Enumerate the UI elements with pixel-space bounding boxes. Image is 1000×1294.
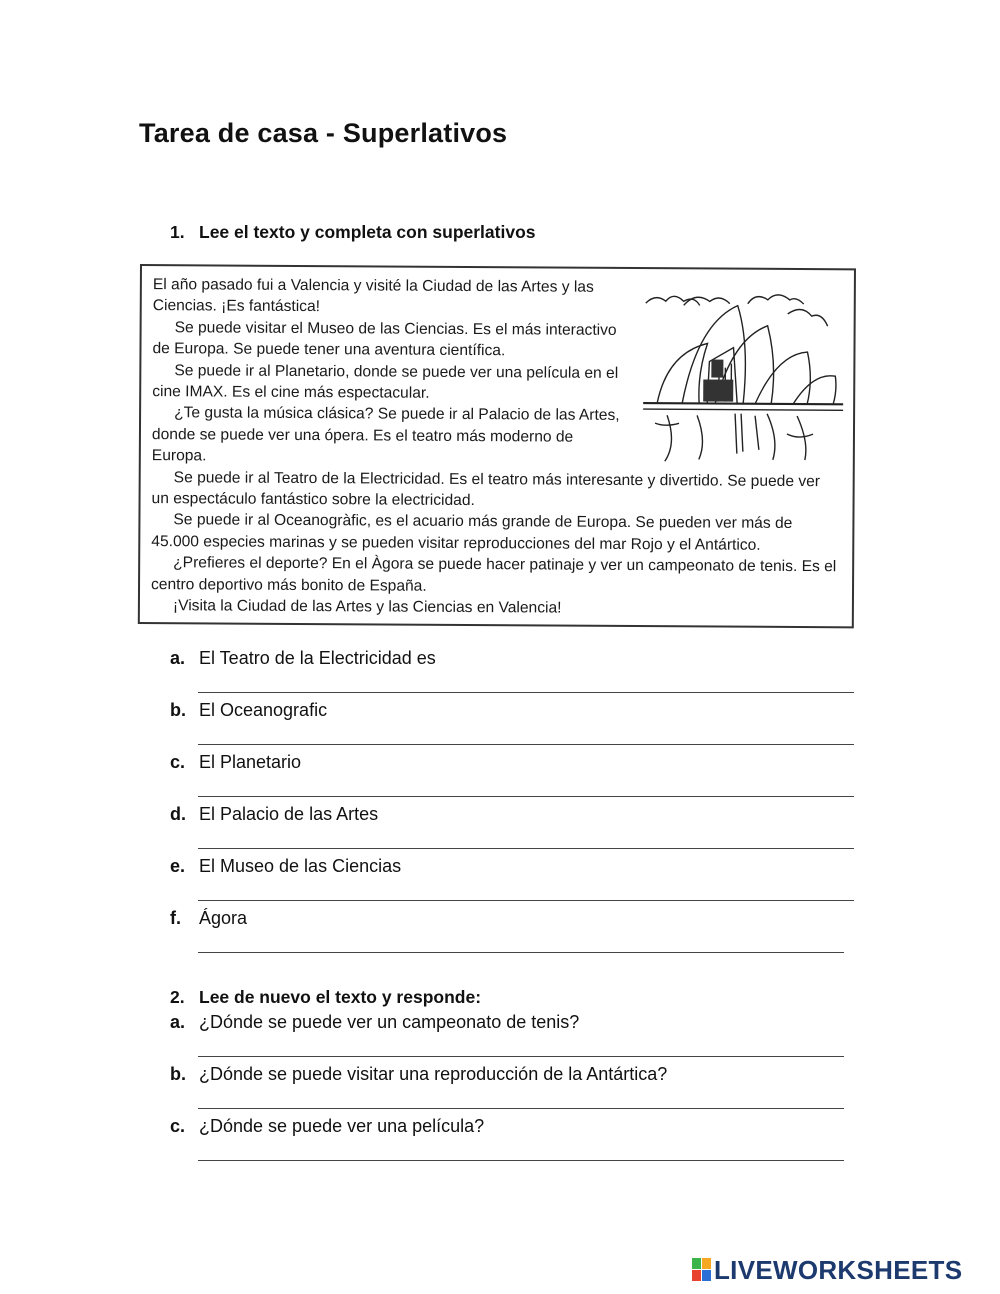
text-paragraph: ¡Visita la Ciudad de las Artes y las Ciencias en Valencia! <box>172 597 562 617</box>
item-letter: d. <box>170 804 186 824</box>
item-text: El Oceanografic <box>199 700 328 720</box>
answer-line[interactable] <box>198 952 844 953</box>
item-letter: c. <box>170 1116 186 1136</box>
answer-line[interactable] <box>198 744 854 745</box>
answer-line[interactable] <box>198 796 854 797</box>
answer-line[interactable] <box>198 900 854 901</box>
item-letter: c. <box>170 752 186 772</box>
item-text: ¿Dónde se puede visitar una reproducción de la Antártica? <box>199 1064 668 1084</box>
item-letter: f. <box>170 908 181 928</box>
answer-line[interactable] <box>198 1056 844 1057</box>
exercise-item-a <box>170 648 436 669</box>
item-letter: a. <box>170 1012 186 1032</box>
exercise-item-f <box>170 908 247 929</box>
question-text: Lee el texto y completa con superlativos <box>199 222 536 242</box>
exercise-item-b <box>170 700 327 721</box>
item-letter: b. <box>170 1064 186 1084</box>
item-text: ¿Dónde se puede ver una película? <box>199 1116 485 1136</box>
item-letter: e. <box>170 856 186 876</box>
question-number: 2. <box>170 987 185 1007</box>
liveworksheets-logo-icon <box>692 1258 712 1282</box>
item-text: Ágora <box>199 908 248 928</box>
exercise-item-c <box>170 752 301 773</box>
logo-text: LIVEWORKSHEETS <box>714 1254 963 1285</box>
question-item-b <box>170 1064 667 1085</box>
text-paragraph: Se puede visitar el Museo de las Ciencias. Es el más interactivo de Europa. Se puede tener una aventura científica. <box>152 319 617 360</box>
reading-text-box <box>138 264 856 628</box>
question-text: Lee de nuevo el texto y responde: <box>199 987 482 1007</box>
text-paragraph: El año pasado fui a Valencia y visité la Ciudad de las Artes y las Ciencias. ¡Es fantástica! <box>152 276 594 316</box>
text-paragraph: Se puede ir al Oceanogràfic, es el acuario más grande de Europa. Se pueden ver más de 45.000 especies marinas y se pueden visitar reproducciones del mar Rojo y el Antártico. <box>151 511 793 554</box>
question-item-c <box>170 1116 484 1137</box>
opera-house-illustration <box>637 283 850 464</box>
item-letter: b. <box>170 700 186 720</box>
question-number: 1. <box>170 222 185 242</box>
page-title: Tarea de casa - Superlativos <box>139 118 508 148</box>
text-paragraph: ¿Prefieres el deporte? En el Àgora se puede hacer patinaje y ver un campeonato de tenis. Es el centro deportivo más bonito de España. <box>150 554 837 595</box>
question-item-a <box>170 1012 579 1033</box>
item-text: El Teatro de la Electricidad es <box>199 648 436 668</box>
exercise-item-d <box>170 804 378 825</box>
answer-line[interactable] <box>198 1160 844 1161</box>
text-paragraph: Se puede ir al Teatro de la Electricidad. Es el teatro más interesante y divertido. Se puede ver un espectáculo fantástico sobre la electricidad. <box>151 468 821 510</box>
question-1-heading <box>170 222 536 243</box>
answer-line[interactable] <box>198 1108 844 1109</box>
question-2-heading <box>170 987 481 1008</box>
answer-line[interactable] <box>198 692 854 693</box>
answer-line[interactable] <box>198 848 854 849</box>
item-text: El Palacio de las Artes <box>199 804 379 824</box>
item-text: El Museo de las Ciencias <box>199 856 402 876</box>
text-paragraph: Se puede ir al Planetario, donde se puede ver una película en el cine IMAX. Es el cine más espectacular. <box>152 361 619 402</box>
item-text: ¿Dónde se puede ver un campeonato de tenis? <box>199 1012 580 1032</box>
item-text: El Planetario <box>199 752 302 772</box>
exercise-item-e <box>170 856 401 877</box>
text-paragraph: ¿Te gusta la música clásica? Se puede ir al Palacio de las Artes, donde se puede ver una ópera. Es el teatro más moderno de Europa. <box>151 404 620 465</box>
liveworksheets-logo <box>692 1254 962 1286</box>
item-letter: a. <box>170 648 186 668</box>
